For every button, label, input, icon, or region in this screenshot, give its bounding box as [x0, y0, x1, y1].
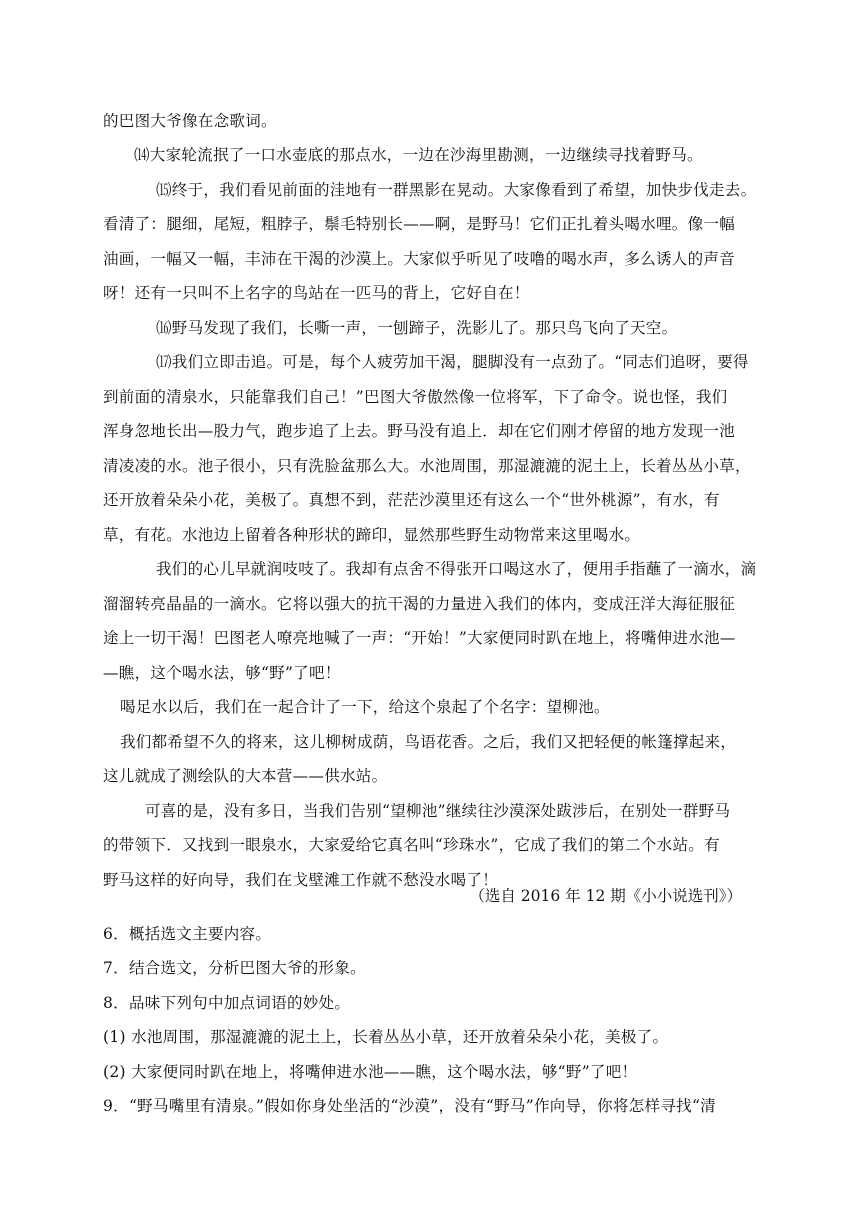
question-7: 7．结合选文，分析巴图大爷的形象。 — [103, 959, 366, 977]
paragraph-16: ⒃野马发现了我们，长嘶一声，一刨蹄子，洗影儿了。那只鸟飞向了天空。 — [156, 319, 678, 337]
text-line: 溜溜转亮晶晶的一滴水。它将以强大的抗干渴的力量进入我们的体内，变成汪洋大海征服征 — [103, 595, 736, 613]
question-8-sub-1: (1) 水池周围，那湿漉漉的泥土上，长着丛丛小草，还开放着朵朵小花，美极了。 — [103, 1028, 669, 1046]
text-line: 野马这样的好向导，我们在戈壁滩工作就不愁没水喝了！ — [103, 871, 499, 889]
text-line: 看清了：腿细，尾短，粗脖子，鬃毛特别长——啊，是野马！它们正扎着头喝水哩。像一幅 — [103, 215, 736, 233]
source-citation: （选自 2016 年 12 期《小小说选刊》） — [469, 887, 742, 905]
paragraph-15: ⒂终于，我们看见前面的洼地有一群黑影在晃动。大家像看到了希望，加快步伐走去。 — [156, 181, 757, 199]
question-8: 8．品味下列句中加点词语的妙处。 — [103, 994, 351, 1012]
paragraph-17: ⒄我们立即击追。可是，每个人疲劳加干渴，腿脚没有一点劲了。“同志们追呀，要得 — [156, 353, 749, 371]
text-line: —瞧，这个喝水法，够“野”了吧！ — [103, 664, 341, 682]
paragraph-text: 我们的心儿早就润吱吱了。我却有点舍不得张开口喝这水了，便用手指蘸了一滴水，滴 — [156, 560, 757, 578]
text-line: 还开放着朵朵小花，美极了。真想不到，茫茫沙漠里还有这么一个“世外桃源”，有水，有 — [103, 491, 720, 509]
paragraph-text: 喝足水以后，我们在一起合计了一下，给这个泉起了个名字：望柳池。 — [120, 698, 610, 716]
text-line: 油画，一幅又一幅，丰沛在干渴的沙漠上。大家似乎听见了吱噜的喝水声，多么诱人的声音 — [103, 250, 736, 268]
question-9: 9．“野马嘴里有清泉。”假如你身处坐活的“沙漠”，没有“野马”作向导，你将怎样寻找“清 — [103, 1097, 716, 1115]
text-line: 途上一切干渴！巴图老人嘹亮地喊了一声：“开始！”大家便同时趴在地上，将嘴伸进水池— — [103, 629, 736, 647]
text-line: 到前面的清泉水，只能靠我们自己！”巴图大爷傲然像一位将军，下了命令。说也怪，我们 — [103, 388, 728, 406]
text-line: 草，有花。水池边上留着各种形状的蹄印，显然那些野生动物常来这里喝水。 — [103, 526, 641, 544]
text-line: 呀！还有一只叫不上名字的鸟站在一匹马的背上，它好自在！ — [103, 284, 530, 302]
paragraph-14: ⒁大家轮流抿了一口水壶底的那点水，一边在沙海里勘测，一边继续寻找着野马。 — [134, 146, 703, 164]
text-line: 的带领下．又找到一眼泉水，大家爱给它真名叫“珍珠水”，它成了我们的第二个水站。有 — [103, 836, 720, 854]
text-line: 浑身忽地长出—股力气，跑步追了上去。野马没有追上．却在它们刚才停留的地方发现一池 — [103, 422, 736, 440]
text-line: 清凌凌的水。池子很小，只有洗脸盆那么大。水池周围，那湿漉漉的泥土上，长着丛丛小草， — [103, 457, 751, 475]
paragraph-text: 可喜的是，没有多日，当我们告别“望柳池”继续往沙漠深处跋涉后，在别处一群野马 — [145, 802, 731, 820]
text-line: 这儿就成了测绘队的大本营——供水站。 — [103, 767, 388, 785]
question-6: 6．概括选文主要内容。 — [103, 925, 272, 943]
text-line: 的巴图大爷像在念歌词。 — [103, 112, 277, 130]
question-8-sub-2: (2) 大家便同时趴在地上，将嘴伸进水池——瞧，这个喝水法，够“野”了吧！ — [103, 1063, 638, 1081]
paragraph-text: 我们都希望不久的将来，这儿柳树成荫，鸟语花香。之后，我们又把轻便的帐篷撑起来， — [120, 733, 737, 751]
